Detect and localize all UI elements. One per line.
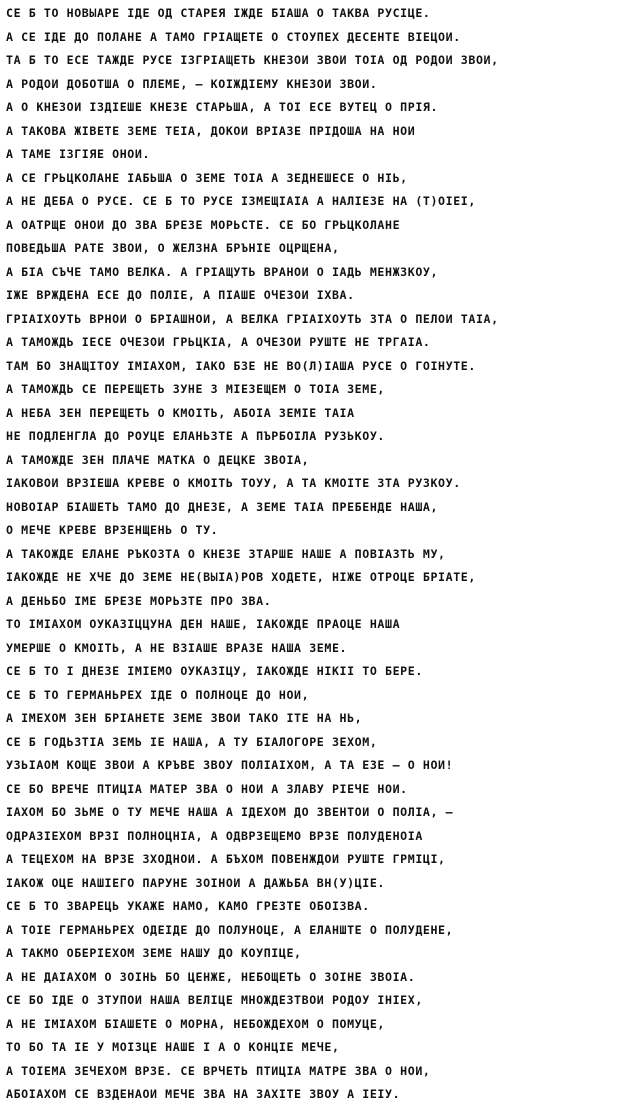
text-line: ІАХОМ БО ЗЬМЕ О ТУ МЕЧЕ НАША А ІДЕХОМ ДО ЗВЕНТОИ О ПОЛІА, — <box>6 805 454 819</box>
text-line: СЕ Б ГОДЬЗТІА ЗЕМЬ ІЕ НАША, А ТУ БІАЛОГОРЕ ЗЕХОМ, <box>6 734 378 749</box>
text-line: А ТОІЕ ГЕРМАНЬРЕХ ОДЕІДЕ ДО ПОЛУНОЦЕ, А ЕЛАНШТЕ О ПОЛУДЕНЕ, <box>6 922 454 937</box>
text-line: ТО ІМІАХОМ ОУКАЗІЦЦУНА ДЕН НАШЕ, ІАКОЖДЕ ПРАОЦЕ НАША <box>6 617 401 631</box>
text-line: ІАКОВОИ ВРЗІЕША КРЕВЕ О КМОІТЬ ТОУУ, А ТА КМОІТЕ ЗТА РУЗКОУ. <box>6 476 461 490</box>
text-line: НОВОІАР БІАШЕТЬ ТАМО ДО ДНЕЗЕ, А ЗЕМЕ ТАІА ПРЕБЕНДЕ НАША, <box>6 499 439 514</box>
text-line: СЕ БО ІДЕ О ЗТУПОИ НАША ВЕЛІЦЕ МНОЖДЕЗТВОИ РОДОУ ІНІЕХ, <box>6 993 423 1007</box>
text-line: А ТАМОЖДЬ СЕ ПЕРЕЩЕТЬ ЗУНЕ З МІЕЗЕЩЕМ О ТОІА ЗЕМЕ, <box>6 382 386 396</box>
text-line: ІЖЕ ВРЖДЕНА ЕСЕ ДО ПОЛІЕ, А ПІАШЕ ОЧЕЗОИ ІХВА. <box>6 288 355 302</box>
text-line: СЕ Б ТО ЗВАРЕЦЬ УКАЖЕ НАМО, КАМО ГРЕЗТЕ ОБОІЗВА. <box>6 899 370 913</box>
text-line: А ТАКМО ОБЕРІЕХОМ ЗЕМЕ НАШУ ДО КОУПІЦЕ, <box>6 946 302 960</box>
text-line: А ТАКОВА ЖІВЕТЕ ЗЕМЕ ТЕІА, ДОКОИ ВРІАЗЕ ПРІДОША НА НОИ <box>6 123 416 138</box>
text-line: ІАКОЖ ОЦЕ НАШІЕГО ПАРУНЕ ЗОІНОИ А ДАЖЬБА ВН(У)ЦІЕ. <box>6 875 386 890</box>
text-line: А ТЕЦЕХОМ НА ВРЗЕ ЗХОДНОИ. А БЪХОМ ПОВЕНЖДОИ РУШТЕ ГРМІЦІ, <box>6 852 446 866</box>
text-line: А НЕ ДАІАХОМ О ЗОІНЬ БО ЦЕНЖЕ, НЕБОЩЕТЬ О ЗОІНЕ ЗВОІА. <box>6 969 416 984</box>
text-line: ТО БО ТА ІЕ У МОІЗЦЕ НАШЕ І А О КОНЦІЕ МЕЧЕ, <box>6 1040 340 1054</box>
text-line: НЕ ПОДЛЕНГЛА ДО РОУЦЕ ЕЛАНЬЗТЕ А ПЪРБОІЛА РУЗЬКОУ. <box>6 429 386 443</box>
text-line: СЕ БО ВРЕЧЕ ПТИЦІА МАТЕР ЗВА О НОИ А ЗЛАВУ РІЕЧЕ НОИ. <box>6 781 408 796</box>
text-line: А О КНЕЗОИ ІЗДІЕШЕ КНЕЗЕ СТАРЬША, А ТОІ ЕСЕ ВУТЕЦ О ПРІЯ. <box>6 100 439 114</box>
text-line: А НЕБА ЗЕН ПЕРЕЩЕТЬ О КМОІТЬ, АБОІА ЗЕМІЕ ТАІА <box>6 405 355 420</box>
text-line: СЕ Б ТО ГЕРМАНЬРЕХ ІДЕ О ПОЛНОЦЕ ДО НОИ, <box>6 687 310 702</box>
text-line: СЕ Б ТО І ДНЕЗЕ ІМІЕМО ОУКАЗІЦУ, ІАКОЖДЕ НІКІІ ТО БЕРЕ. <box>6 664 423 678</box>
text-line: А ТАМОЖДЬ ІЕСЕ ОЧЕЗОИ ГРЬЦКІА, А ОЧЕЗОИ РУШТЕ НЕ ТРГАІА. <box>6 335 431 349</box>
text-line: ТАМ БО ЗНАЩІТОУ ІМІАХОМ, ІАКО БЗЕ НЕ ВО(Л)ІАША РУСЕ О ГОІНУТЕ. <box>6 358 476 373</box>
text-line: УЗЬІАОМ КОЩЕ ЗВОИ А КРЪВЕ ЗВОУ ПОЛІАІХОМ, А ТА ЕЗЕ — О НОИ! <box>6 758 454 772</box>
text-line: А СЕ ГРЬЦКОЛАНЕ ІАБЬША О ЗЕМЕ ТОІА А ЗЕДНЕШЕСЕ О НІЬ, <box>6 170 408 185</box>
text-line: О МЕЧЕ КРЕВЕ ВРЗЕНЩЕНЬ О ТУ. <box>6 523 219 537</box>
text-line: ОДРАЗІЕХОМ ВРЗІ ПОЛНОЦНІА, А ОДВРЗЕЩЕМО ВРЗЕ ПОЛУДЕНОІА <box>6 828 423 843</box>
text-line: ІАКОЖДЕ НЕ ХЧЕ ДО ЗЕМЕ НЕ(ВЫІА)РОВ ХОДЕТЕ, НІЖЕ ОТРОЦЕ БРІАТЕ, <box>6 570 476 584</box>
text-line: А СЕ ІДЕ ДО ПОЛАНЕ А ТАМО ГРІАЩЕТЕ О СТОУПЕХ ДЕСЕНТЕ ВІЕЦОИ. <box>6 29 461 44</box>
text-line: СЕ Б ТО НОВЫАРЕ ІДЕ ОД СТАРЕЯ ІЖДЕ БІАША О ТАКВА РУСІЦЕ. <box>6 6 431 20</box>
text-line: А ТАКОЖДЕ ЕЛАНЕ РЪКОЗТА О КНЕЗЕ ЗТАРШЕ НАШЕ А ПОВІАЗТЬ МУ, <box>6 546 446 561</box>
text-line: ТА Б ТО ЕСЕ ТАЖДЕ РУСЕ ІЗГРІАЩЕТЬ КНЕЗОИ ЗВОИ ТОІА ОД РОДОИ ЗВОИ, <box>6 53 499 67</box>
text-line: А НЕ ІМІАХОМ БІАШЕТЕ О МОРНА, НЕБОЖДЕХОМ О ПОМУЦЕ, <box>6 1016 386 1031</box>
text-line: А ДЕНЬБО ІМЕ БРЕЗЕ МОРЬЗТЕ ПРО ЗВА. <box>6 593 272 608</box>
text-line: А ТАМЕ ІЗГІЯЕ ОНОИ. <box>6 147 151 161</box>
text-line: А ОАТРЩЕ ОНОИ ДО ЗВА БРЕЗЕ МОРЬСТЕ. СЕ БО ГРЬЦКОЛАНЕ <box>6 217 401 232</box>
text-line: ГРІАІХОУТЬ ВРНОИ О БРІАШНОИ, А ВЕЛКА ГРІАІХОУТЬ ЗТА О ПЕЛОИ ТАІА, <box>6 311 499 326</box>
text-line: А ТАМОЖДЕ ЗЕН ПЛАЧЕ МАТКА О ДЕЦКЕ ЗВОІА, <box>6 452 310 467</box>
text-line: УМЕРШЕ О КМОІТЬ, А НЕ ВЗІАШЕ ВРАЗЕ НАША ЗЕМЕ. <box>6 640 348 655</box>
text-line: А БІА СЪЧЕ ТАМО ВЕЛКА. А ГРІАЩУТЬ ВРАНОИ О ІАДЬ МЕНЖЗКОУ, <box>6 264 439 279</box>
text-line: А РОДОИ ДОБОТША О ПЛЕМЕ, — КОІЖДІЕМУ КНЕЗОИ ЗВОИ. <box>6 76 378 91</box>
text-line: А НЕ ДЕБА О РУСЕ. СЕ Б ТО РУСЕ ІЗМЕЩІАІА А НАЛІЕЗЕ НА (Т)ОІЕІ, <box>6 194 476 208</box>
text-line: А ТОІЕМА ЗЕЧЕХОМ ВРЗЕ. СЕ ВРЧЕТЬ ПТИЦІА МАТРЕ ЗВА О НОИ, <box>6 1063 431 1078</box>
text-line: АБОІАХОМ СЕ ВЗДЕНАОИ МЕЧЕ ЗВА НА ЗАХІТЕ ЗВОУ А ІЕІУ. <box>6 1087 401 1101</box>
text-line: А ІМЕХОМ ЗЕН БРІАНЕТЕ ЗЕМЕ ЗВОИ ТАКО ІТЕ НА НЬ, <box>6 711 363 725</box>
text-line: ПОВЕДЬША РАТЕ ЗВОИ, О ЖЕЛЗНА БРЪНІЕ ОЦРЩЕНА, <box>6 241 340 255</box>
